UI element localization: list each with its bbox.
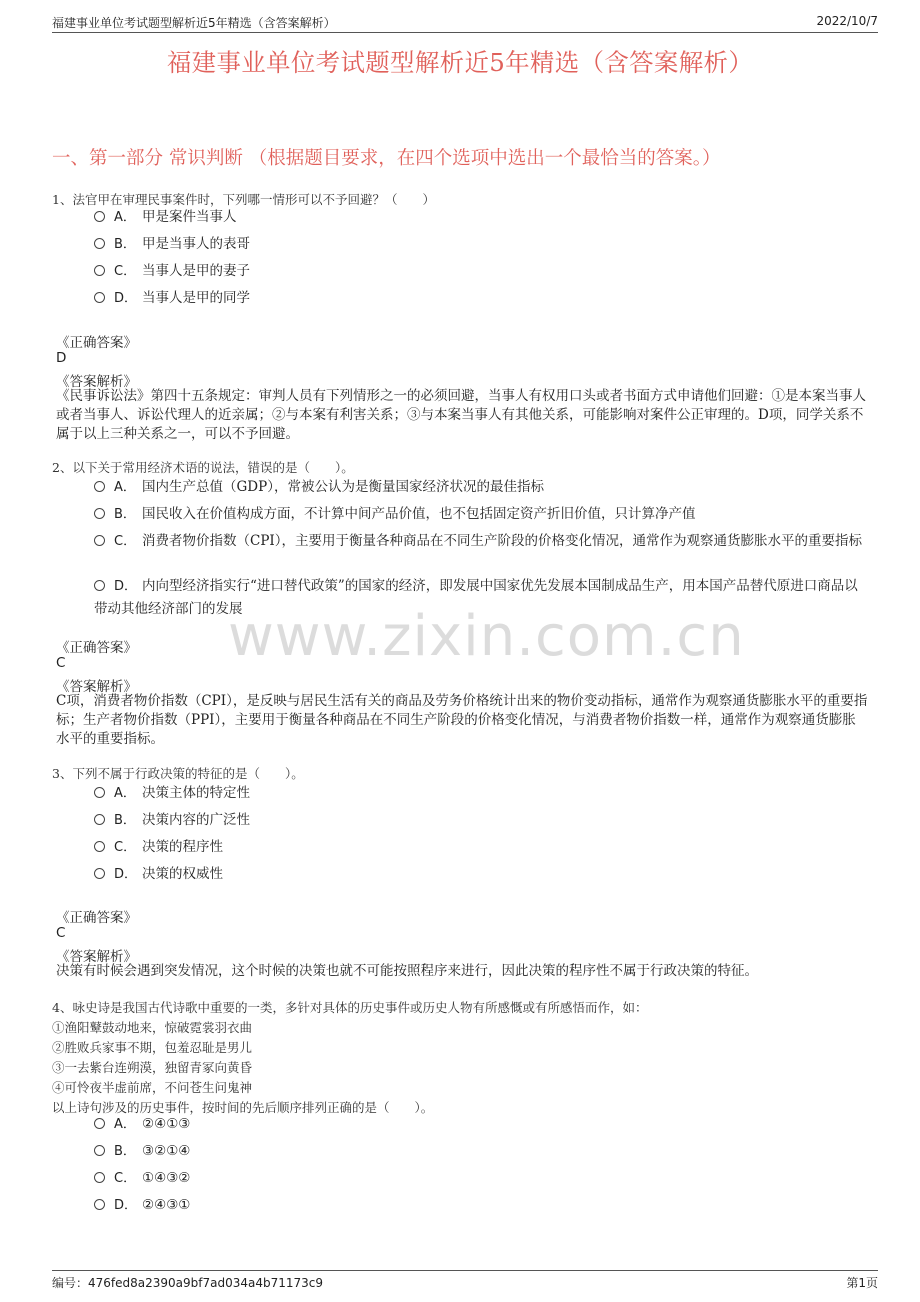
q3-option-b[interactable]: B． 决策内容的广泛性 <box>94 809 866 832</box>
q3-option-c[interactable]: C． 决策的程序性 <box>94 836 866 859</box>
radio-icon[interactable] <box>94 1172 105 1183</box>
header-date: 2022/10/7 <box>816 14 878 28</box>
q2-option-d[interactable]: D． 内向型经济指实行“进口替代政策”的国家的经济，即发展中国家优先发展本国制成品生产，用本国产品替代原进口商品以带动其他经济部门的发展 <box>94 578 858 617</box>
radio-icon[interactable] <box>94 292 105 303</box>
question-2-text: 2、以下关于常用经济术语的说法，错误的是（ ）。 <box>52 460 354 475</box>
q1-option-a[interactable]: A． 甲是案件当事人 <box>94 206 866 229</box>
radio-icon[interactable] <box>94 535 105 546</box>
q4-line-1: ①渔阳鼙鼓动地来，惊破霓裳羽衣曲 <box>52 1020 253 1035</box>
q4-line-2: ②胜败兵家事不期，包羞忍耻是男儿 <box>52 1040 253 1055</box>
q1-option-c[interactable]: C． 当事人是甲的妻子 <box>94 260 866 283</box>
question-4-text: 4、咏史诗是我国古代诗歌中重要的一类，多针对具体的历史事件或历史人物有所感慨或有所感悟而作，如： <box>52 1000 648 1015</box>
q2-explanation: C项，消费者物价指数（CPI），是反映与居民生活有关的商品及劳务价格统计出来的物价变动指标，通常作为观察通货膨胀水平的重要指标；生产者物价指数（PPI），主要用于衡量各种商品在不同生产阶段的价格变化情况，与消费者物价指数一样，通常作为观察通货膨胀水平的重要指标。 <box>56 693 868 747</box>
q1-answer-label: 《正确答案》 <box>56 335 137 351</box>
page-header <box>52 12 878 33</box>
watermark: www.zixin.com.cn <box>228 604 745 669</box>
radio-icon[interactable] <box>94 481 105 492</box>
page-number: 第1页 <box>846 1276 878 1290</box>
radio-icon[interactable] <box>94 265 105 276</box>
radio-icon[interactable] <box>94 238 105 249</box>
q2-option-c[interactable]: C． 消费者物价指数（CPI），主要用于衡量各种商品在不同生产阶段的价格变化情况，通常作为观察通货膨胀水平的重要指标 <box>94 530 866 553</box>
q4-prompt: 以上诗句涉及的历史事件，按时间的先后顺序排列正确的是（ ）。 <box>52 1100 434 1115</box>
radio-icon[interactable] <box>94 841 105 852</box>
radio-icon[interactable] <box>94 814 105 825</box>
radio-icon[interactable] <box>94 211 105 222</box>
q2-option-b[interactable]: B． 国民收入在价值构成方面，不计算中间产品价值，也不包括固定资产折旧价值，只计算净产值 <box>94 503 866 526</box>
radio-icon[interactable] <box>94 1199 105 1210</box>
section-heading: 一、第一部分 常识判断 （根据题目要求，在四个选项中选出一个最恰当的答案。） <box>52 148 721 169</box>
q1-answer: D <box>56 350 67 366</box>
q3-option-d[interactable]: D． 决策的权威性 <box>94 863 866 886</box>
radio-icon[interactable] <box>94 580 105 591</box>
document-title: 福建事业单位考试题型解析近5年精选（含答案解析） <box>166 48 754 77</box>
radio-icon[interactable] <box>94 787 105 798</box>
radio-icon[interactable] <box>94 508 105 519</box>
q4-option-b[interactable]: B． ③②①④ <box>94 1140 866 1163</box>
q1-explain-label: 《答案解析》 <box>56 374 137 390</box>
radio-icon[interactable] <box>94 1118 105 1129</box>
q2-answer-label: 《正确答案》 <box>56 640 137 656</box>
q1-explanation: 《民事诉讼法》第四十五条规定：审判人员有下列情形之一的必须回避，当事人有权用口头或者书面方式申请他们回避：①是本案当事人或者当事人、诉讼代理人的近亲属；②与本案有利害关系；③与本案当事人有其他关系，可能影响对案件公正审理的。D项，同学关系不属于以上三种关系之一，可以不予回避。 <box>56 388 866 442</box>
q4-line-4: ④可怜夜半虚前席，不问苍生问鬼神 <box>52 1080 253 1095</box>
page-footer <box>52 1270 878 1293</box>
radio-icon[interactable] <box>94 1145 105 1156</box>
q1-option-d[interactable]: D． 当事人是甲的同学 <box>94 287 866 310</box>
q1-option-b[interactable]: B． 甲是当事人的表哥 <box>94 233 866 256</box>
q2-option-a[interactable]: A． 国内生产总值（GDP），常被公认为是衡量国家经济状况的最佳指标 <box>94 476 866 499</box>
q4-line-3: ③一去紫台连朔漠，独留青冢向黄昏 <box>52 1060 253 1075</box>
q4-option-d[interactable]: D． ②④③① <box>94 1194 866 1217</box>
q3-explain-label: 《答案解析》 <box>56 949 137 965</box>
q4-option-a[interactable]: A． ②④①③ <box>94 1113 866 1136</box>
question-3-text: 3、下列不属于行政决策的特征的是（ ）。 <box>52 766 304 781</box>
q2-explain-label: 《答案解析》 <box>56 679 137 695</box>
q3-option-a[interactable]: A． 决策主体的特定性 <box>94 782 866 805</box>
q2-answer: C <box>56 655 66 671</box>
q3-explanation: 决策有时候会遇到突发情况，这个时候的决策也就不可能按照程序来进行，因此决策的程序性不属于行政决策的特征。 <box>56 963 758 979</box>
q3-answer-label: 《正确答案》 <box>56 910 137 926</box>
question-1-text: 1、法官甲在审理民事案件时，下列哪一情形可以不予回避？（ ） <box>52 192 435 207</box>
q3-answer: C <box>56 925 66 941</box>
q4-option-c[interactable]: C． ①④③② <box>94 1167 866 1190</box>
header-doc-title: 福建事业单位考试题型解析近5年精选（含答案解析） <box>52 16 336 30</box>
document-id: 编号：476fed8a2390a9bf7ad034a4b71173c9 <box>52 1276 324 1290</box>
radio-icon[interactable] <box>94 868 105 879</box>
